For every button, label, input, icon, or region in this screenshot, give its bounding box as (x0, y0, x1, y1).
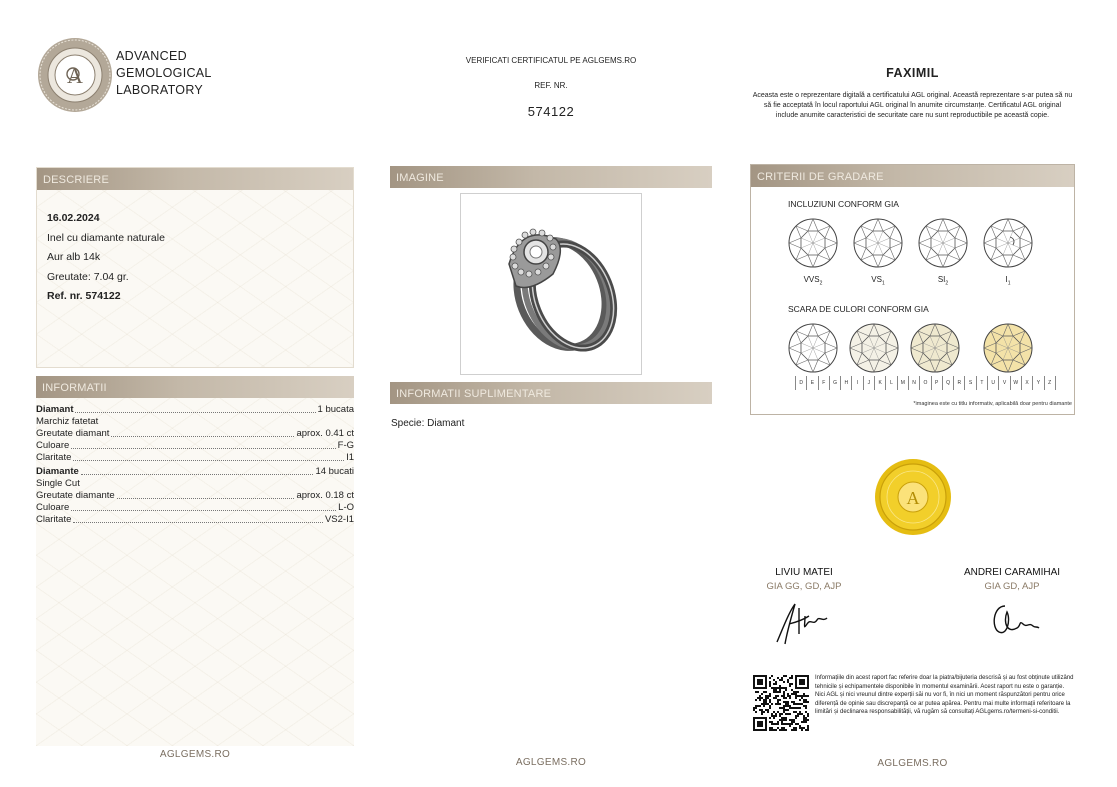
inclusion-label: $VVS_2$ (803, 275, 823, 287)
faximil-title: FAXIMIL (886, 66, 939, 80)
color-grade-cell: X (1021, 376, 1032, 390)
inclusion-diamond (852, 217, 904, 287)
info-value: F-G (337, 440, 354, 451)
info-row (36, 490, 354, 502)
ref-label: REF. NR. (534, 81, 568, 90)
gold-seal-icon (874, 458, 952, 536)
informatii-section (36, 376, 354, 746)
diamond-icon (982, 217, 1034, 269)
signer-2-credentials: GIA GD, AJP (984, 581, 1040, 592)
agl-logo (36, 36, 216, 114)
descriere-section (36, 167, 354, 368)
suplimentare-section (390, 382, 712, 429)
description-weight: Greutate: 7.04 gr. (47, 270, 129, 283)
color-grade-cell: Y (1032, 376, 1043, 390)
signature-1-icon (769, 598, 839, 648)
info-label: Claritate (36, 452, 72, 463)
inclusions-title: INCLUZIUNI CONFORM GIA (788, 199, 899, 209)
ring-photo-icon (461, 194, 641, 374)
inclusion-diamond (917, 217, 969, 287)
description-item: Inel cu diamante naturale (47, 231, 165, 244)
signer-1-name: LIVIU MATEI (775, 567, 833, 578)
signature-2-icon (977, 598, 1047, 648)
group-1-cut: Marchiz fatetat (36, 416, 99, 427)
color-grade-cell: O (919, 376, 930, 390)
inclusion-label: $SI_2$ (937, 275, 949, 287)
verify-text: VERIFICATI CERTIFICATUL PE AGLGEMS.RO (465, 56, 637, 65)
diamond-icon (909, 322, 961, 374)
faximil-body: Aceasta este o reprezentare digitală a certificatului AGL original. Această reprezentare s-ar putea să nu să fie acceptată în locul raportului AGL original în anumite circumstanțe. Certificatul AGL original include anumite caracteristici de securitate care nu sunt reproductibile pe această copie. (752, 92, 1073, 119)
color-grade-cell: N (908, 376, 919, 390)
color-grade-cell: D (795, 376, 806, 390)
group-2-cut: Single Cut (36, 478, 80, 489)
criterii-note: *imaginea este cu titlu informativ, aplicabilă doar pentru diamante (913, 401, 1072, 407)
diamond-icon (848, 322, 900, 374)
signature-block-1 (742, 567, 866, 653)
color-diamond (848, 322, 900, 374)
color-grade-cell: Q (942, 376, 953, 390)
group-1-header (36, 404, 354, 416)
info-value: VS2-I1 (324, 514, 354, 525)
color-grade-scale (795, 376, 1056, 390)
diamond-icon (787, 217, 839, 269)
logo-line-3: LABORATORY (116, 83, 204, 97)
group-1-count: 1 bucata (317, 404, 354, 415)
info-label: Culoare (36, 502, 70, 513)
color-scale-title: SCARA DE CULORI CONFORM GIA (788, 304, 929, 314)
info-value: aprox. 0.41 ct (296, 428, 354, 439)
qr-code[interactable] (753, 675, 809, 731)
color-diamond (787, 322, 839, 374)
diamond-icon (852, 217, 904, 269)
color-grade-cell: J (863, 376, 874, 390)
description-date: 16.02.2024 (47, 212, 100, 224)
description-metal: Aur alb 14k (47, 251, 101, 263)
color-grade-cell: I (851, 376, 862, 390)
group-2-count: 14 bucati (315, 466, 354, 477)
signer-1-credentials: GIA GG, GD, AJP (766, 581, 842, 592)
imagine-heading: IMAGINE (390, 166, 712, 188)
info-row (36, 514, 354, 526)
ring-image (460, 193, 642, 375)
group-1-title: Diamant (36, 404, 74, 415)
color-grade-cell: P (931, 376, 942, 390)
disclaimer-text: Informațiile din acest raport fac referire doar la piatra/bijuteria descrisă și au fost obținute utilizând tehnicile și echipamentele disponibile în momentul examinării. Acest raport nu este o garanție. Nici AGL și nici vreunul dintre experții săi nu vor fi, în nici un moment răspunzători pentru orice diferență de opinie sau discrepanță ce ar putea apărea. Pentru mai multe informații referitoare la limitări și declinarea responsabilității, vă rugăm să consultați AGLgems.ro/termeni-si-conditii. (815, 675, 1074, 716)
gold-seal (874, 458, 952, 536)
suplimentare-heading: INFORMATII SUPLIMENTARE (390, 382, 712, 404)
info-value: aprox. 0.18 ct (296, 490, 354, 501)
svg-text:A: A (906, 488, 920, 508)
diamond-icon (787, 322, 839, 374)
group-2-header (36, 466, 354, 478)
color-grade-cell: V (998, 376, 1009, 390)
ref-number: 574122 (527, 104, 575, 119)
info-label: Culoare (36, 440, 70, 451)
color-grade-cell: G (829, 376, 840, 390)
color-grade-cell: M (897, 376, 908, 390)
color-grade-cell: S (964, 376, 975, 390)
info-value: L-O (338, 502, 354, 513)
info-label: Claritate (36, 514, 72, 525)
footer-center: AGLGEMS.RO (515, 757, 587, 768)
footer-right: AGLGEMS.RO (877, 758, 948, 769)
info-label: Greutate diamant (36, 428, 110, 439)
info-row (36, 452, 354, 464)
descriere-heading: DESCRIERE (37, 168, 353, 190)
agl-seal-icon (36, 36, 114, 114)
color-grade-cell: U (987, 376, 998, 390)
color-diamond (909, 322, 961, 374)
color-grade-cell: R (953, 376, 964, 390)
info-label: Greutate diamante (36, 490, 115, 501)
signature-block-2 (940, 567, 1084, 653)
description-ref: Ref. nr. 574122 (47, 290, 121, 302)
info-row (36, 440, 354, 452)
inclusion-label: $VS_1$ (871, 275, 885, 287)
logo-line-1: ADVANCED (116, 49, 187, 63)
diamond-icon (917, 217, 969, 269)
footer-left: AGLGEMS.RO (159, 749, 231, 760)
inclusion-label: $I_1$ (1005, 275, 1011, 287)
color-grade-cell: H (840, 376, 851, 390)
svg-text:A: A (67, 63, 83, 88)
informatii-heading: INFORMATII (36, 376, 354, 398)
info-row (36, 502, 354, 514)
logo-line-2: GEMOLOGICAL (116, 66, 212, 80)
imagine-section (390, 166, 712, 188)
color-grade-cell: K (874, 376, 885, 390)
color-grade-cell: E (806, 376, 817, 390)
specie-text: Specie: Diamant (391, 418, 465, 429)
color-grade-cell: L (885, 376, 896, 390)
color-diamond (982, 322, 1034, 374)
criterii-section (750, 164, 1075, 415)
qr-code-icon (753, 675, 809, 731)
group-2-title: Diamante (36, 466, 79, 477)
color-grade-cell: F (818, 376, 829, 390)
criterii-heading: CRITERII DE GRADARE (751, 165, 1074, 187)
inclusion-diamond (982, 217, 1034, 287)
info-row (36, 428, 354, 440)
color-grade-cell: W (1010, 376, 1021, 390)
signer-2-name: ANDREI CARAMIHAI (963, 567, 1061, 578)
inclusion-diamond (787, 217, 839, 287)
color-grade-cell: Z (1044, 376, 1055, 390)
diamond-icon (982, 322, 1034, 374)
color-grade-cell: T (976, 376, 987, 390)
info-value: I1 (346, 452, 354, 463)
